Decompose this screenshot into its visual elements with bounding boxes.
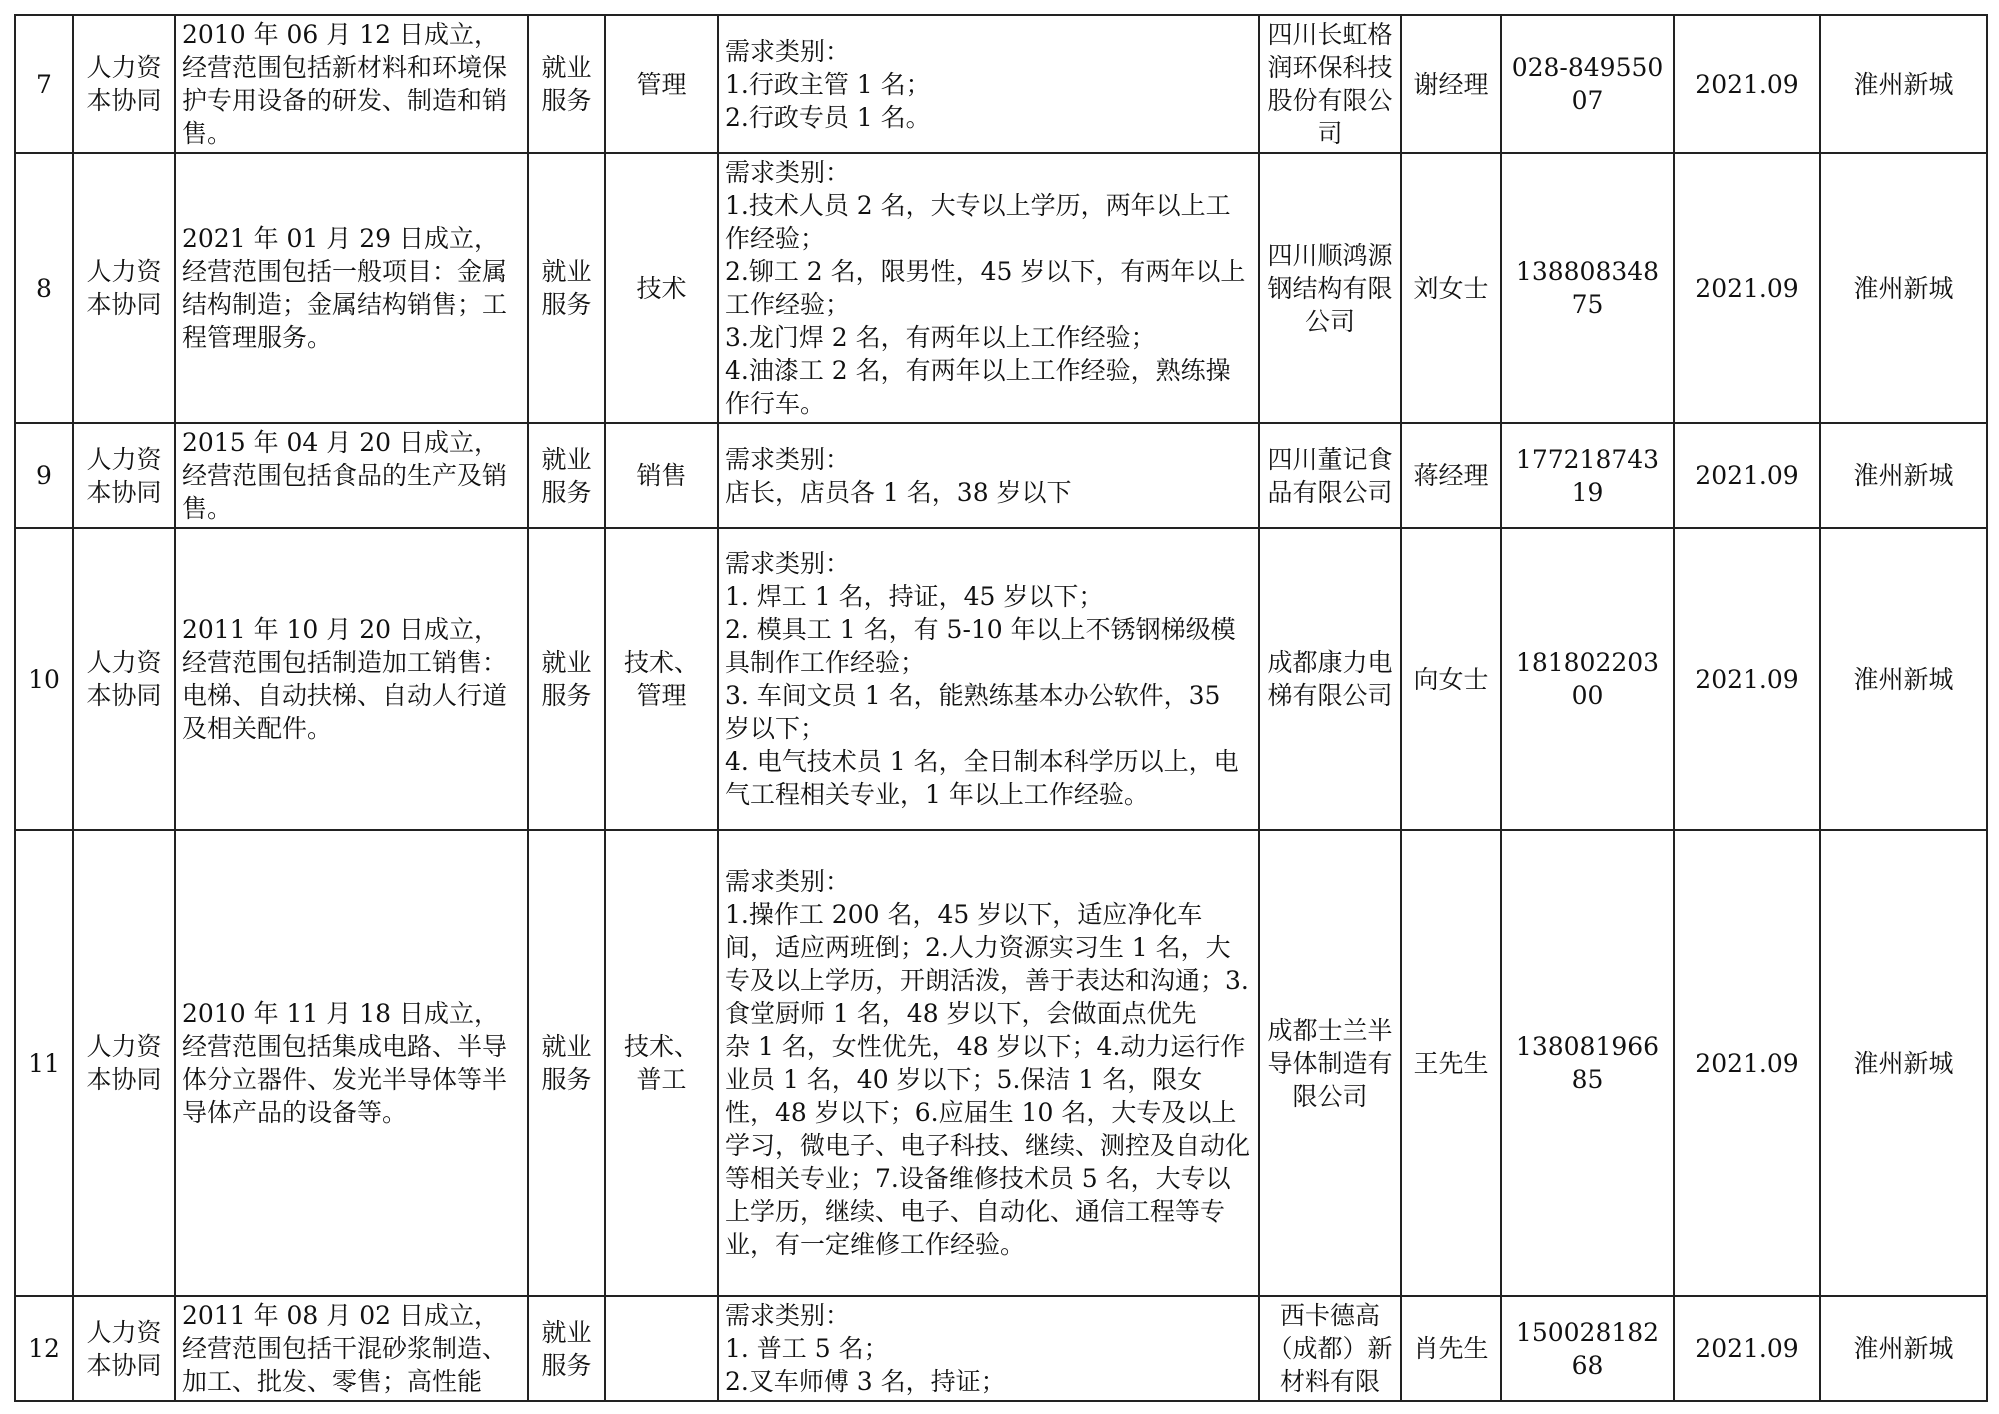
requirements-cell: [718, 15, 1259, 153]
job-category: 销售: [605, 423, 718, 528]
company-info: 2010 年 11 月 18 日成立，经营范围包括集成电路、半导体分立器件、发光半导体等半导体产品的设备等。: [175, 830, 528, 1296]
row-number: 7: [15, 15, 73, 153]
company-info: 2010 年 06 月 12 日成立，经营范围包括新材料和环境保护专用设备的研发、制造和销售。: [175, 15, 528, 153]
contact-person: 王先生: [1401, 830, 1501, 1296]
date: 2021.09: [1674, 15, 1820, 153]
service-type: 就业服务: [528, 830, 605, 1296]
contact-phone: 13808196685: [1501, 830, 1674, 1296]
table-row: [15, 423, 1987, 528]
requirement-line: 店长，店员各 1 名，38 岁以下: [725, 477, 1072, 507]
table-row: [15, 830, 1987, 1296]
area: 淮州新城: [1820, 830, 1987, 1296]
table-row: [15, 528, 1987, 830]
requirement-line: 1.行政主管 1 名；: [725, 69, 931, 99]
requirements-title: 需求类别：: [725, 158, 851, 187]
requirement-line: 1.技术人员 2 名，大专以上学历，两年以上工作经验；: [725, 191, 1231, 253]
requirement-line: 2.铆工 2 名，限男性，45 岁以下，有两年以上工作经验；: [725, 257, 1246, 319]
requirements-title: 需求类别：: [725, 444, 851, 474]
table-row: [15, 15, 1987, 153]
date: 2021.09: [1674, 423, 1820, 528]
contact-person: 肖先生: [1401, 1296, 1501, 1401]
contact-phone: 13880834875: [1501, 153, 1674, 423]
requirement-line: 杂 1 名，女性优先，48 岁以下；4.动力运行作业员 1 名，40 岁以下；5.保洁 1 名，限女性，48 岁以下；6.应届生 10 名，大专及以上学习，微电子、电子科技、继续、测控及自动化等相关专业；7.设备维修技术员 5 名，大专以上学历，继续、电子、自动化、通信工程等专业，有一定维修工作经验。: [725, 1032, 1251, 1259]
job-category: 技术、管理: [605, 528, 718, 830]
service-type: 就业服务: [528, 423, 605, 528]
service-type: 就业服务: [528, 1296, 605, 1401]
requirements-title: 需求类别：: [725, 549, 851, 578]
contact-phone: 15002818268: [1501, 1296, 1674, 1401]
area: 淮州新城: [1820, 15, 1987, 153]
table-row: [15, 1296, 1987, 1401]
collaboration-type: 人力资本协同: [73, 153, 175, 423]
requirements-cell: [718, 528, 1259, 830]
area: 淮州新城: [1820, 423, 1987, 528]
requirements-title: 需求类别：: [725, 867, 851, 896]
requirements-cell: [718, 830, 1259, 1296]
company-name: 成都康力电梯有限公司: [1259, 528, 1401, 830]
contact-person: 刘女士: [1401, 153, 1501, 423]
job-category: 管理: [605, 15, 718, 153]
contact-person: 谢经理: [1401, 15, 1501, 153]
company-name: 四川董记食品有限公司: [1259, 423, 1401, 528]
requirements-cell: [718, 423, 1259, 528]
requirement-line: 1. 普工 5 名；: [725, 1334, 889, 1363]
job-category: 技术、普工: [605, 830, 718, 1296]
row-number: 8: [15, 153, 73, 423]
contact-person: 向女士: [1401, 528, 1501, 830]
requirement-line: 3. 车间文员 1 名，能熟练基本办公软件，35 岁以下；: [725, 681, 1221, 743]
requirements-title: 需求类别：: [725, 1301, 851, 1330]
collaboration-type: 人力资本协同: [73, 1296, 175, 1401]
requirement-line: 2. 模具工 1 名，有 5-10 年以上不锈钢梯级模具制作工作经验；: [725, 615, 1236, 677]
contact-phone: 028-84955007: [1501, 15, 1674, 153]
company-name: 西卡德高（成都）新材料有限: [1259, 1296, 1401, 1401]
company-info: 2015 年 04 月 20 日成立，经营范围包括食品的生产及销售。: [175, 423, 528, 528]
row-number: 11: [15, 830, 73, 1296]
company-name: 成都士兰半导体制造有限公司: [1259, 830, 1401, 1296]
area: 淮州新城: [1820, 1296, 1987, 1401]
company-name: 四川长虹格润环保科技股份有限公司: [1259, 15, 1401, 153]
row-number: 12: [15, 1296, 73, 1401]
collaboration-type: 人力资本协同: [73, 15, 175, 153]
contact-person: 蒋经理: [1401, 423, 1501, 528]
requirements-cell: [718, 1296, 1259, 1401]
company-info: 2011 年 08 月 02 日成立，经营范围包括干混砂浆制造、加工、批发、零售；高性能: [175, 1296, 528, 1401]
date: 2021.09: [1674, 830, 1820, 1296]
job-category: [605, 1296, 718, 1401]
requirement-line: 4. 电气技术员 1 名，全日制本科学历以上，电气工程相关专业，1 年以上工作经验。: [725, 747, 1239, 809]
requirements-title: 需求类别：: [725, 36, 851, 66]
requirement-line: 2.叉车师傅 3 名，持证；: [725, 1367, 1006, 1396]
requirement-line: 2.行政专员 1 名。: [725, 102, 931, 132]
table-body: [15, 15, 1987, 1401]
collaboration-type: 人力资本协同: [73, 423, 175, 528]
date: 2021.09: [1674, 528, 1820, 830]
row-number: 10: [15, 528, 73, 830]
area: 淮州新城: [1820, 528, 1987, 830]
collaboration-type: 人力资本协同: [73, 830, 175, 1296]
table-row: [15, 153, 1987, 423]
contact-phone: 18180220300: [1501, 528, 1674, 830]
requirements-cell: [718, 153, 1259, 423]
job-demand-table: [14, 14, 1988, 1402]
service-type: 就业服务: [528, 153, 605, 423]
date: 2021.09: [1674, 1296, 1820, 1401]
service-type: 就业服务: [528, 15, 605, 153]
requirement-line: 1.操作工 200 名，45 岁以下，适应净化车间，适应两班倒；2.人力资源实习生 1 名，大专及以上学历，开朗活泼，善于表达和沟通；3.食堂厨师 1 名，48 岁以下，会做面点优先: [725, 900, 1249, 1028]
contact-phone: 17721874319: [1501, 423, 1674, 528]
job-category: 技术: [605, 153, 718, 423]
row-number: 9: [15, 423, 73, 528]
company-name: 四川顺鸿源钢结构有限公司: [1259, 153, 1401, 423]
company-info: 2021 年 01 月 29 日成立，经营范围包括一般项目：金属结构制造；金属结构销售；工程管理服务。: [175, 153, 528, 423]
service-type: 就业服务: [528, 528, 605, 830]
requirement-line: 4.油漆工 2 名，有两年以上工作经验，熟练操作行车。: [725, 356, 1231, 418]
requirement-line: 1. 焊工 1 名，持证，45 岁以下；: [725, 582, 1104, 611]
collaboration-type: 人力资本协同: [73, 528, 175, 830]
requirement-line: 3.龙门焊 2 名，有两年以上工作经验；: [725, 323, 1156, 352]
date: 2021.09: [1674, 153, 1820, 423]
area: 淮州新城: [1820, 153, 1987, 423]
company-info: 2011 年 10 月 20 日成立，经营范围包括制造加工销售：电梯、自动扶梯、自动人行道及相关配件。: [175, 528, 528, 830]
